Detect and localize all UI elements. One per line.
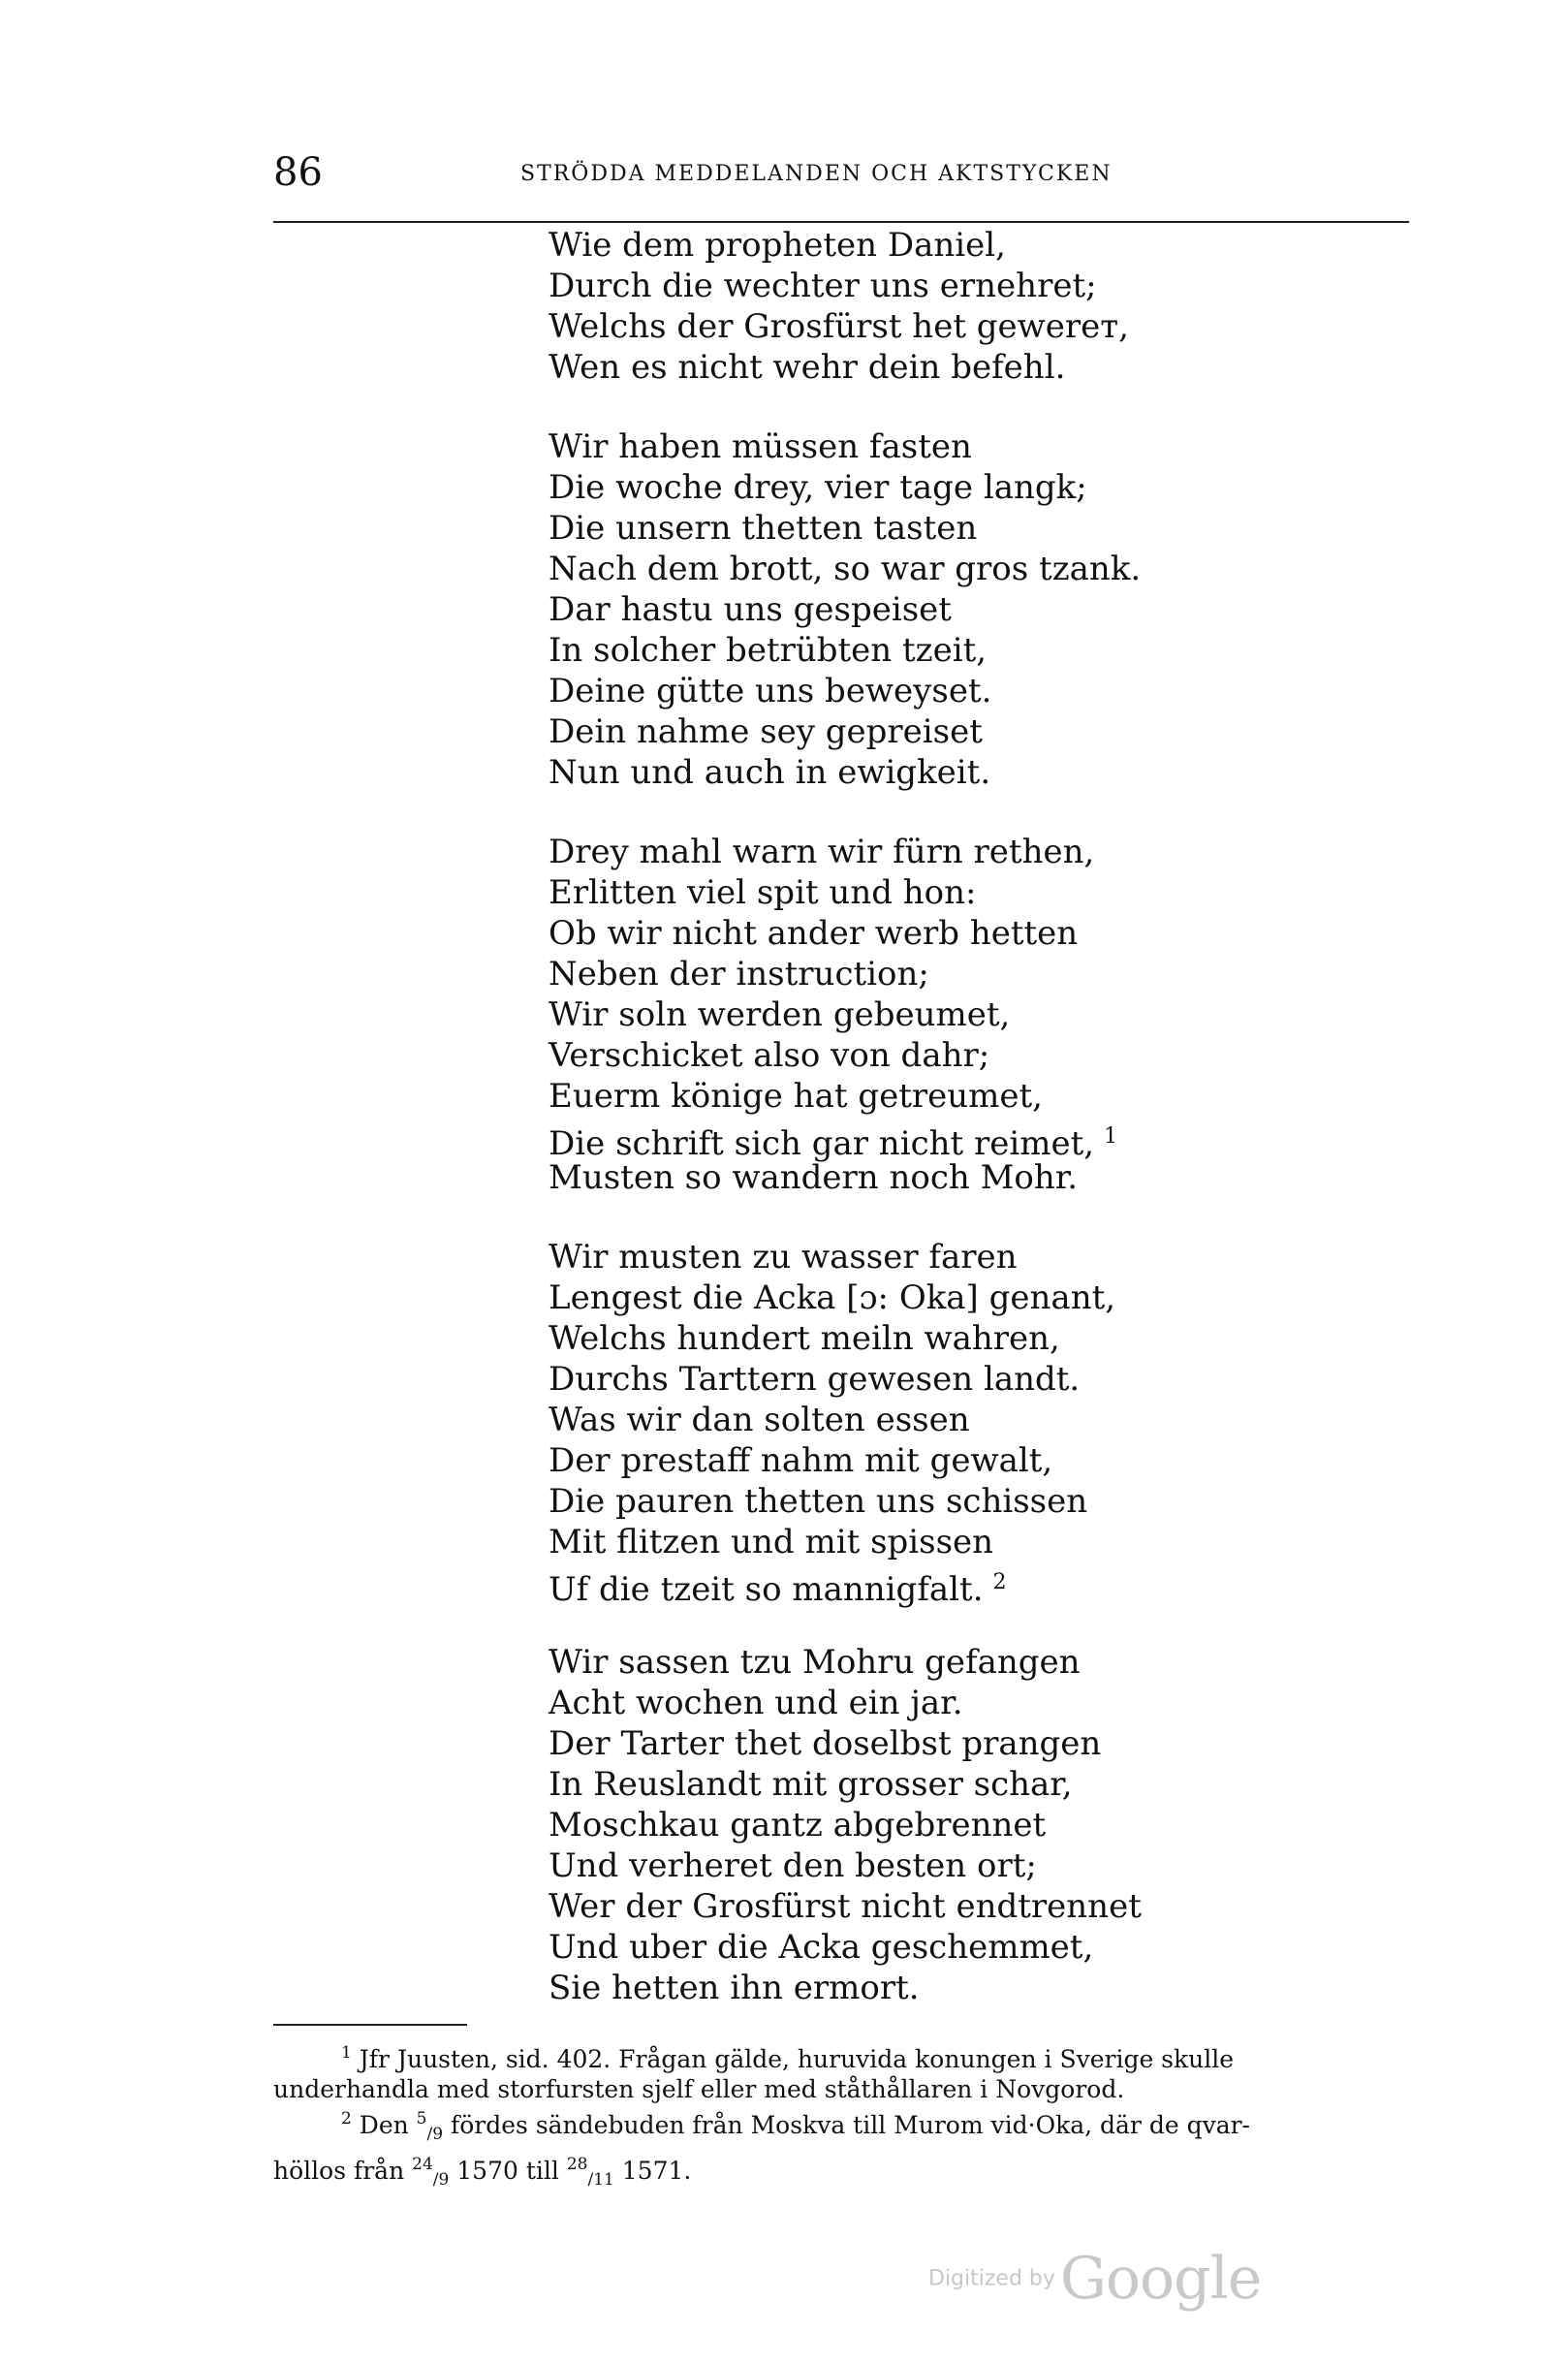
verse-line: Verschicket also von dahr; [549,1036,990,1075]
verse-line: Was wir dan solten essen [549,1401,970,1439]
verse-line: In solcher betrübten tzeit, [549,631,988,670]
stanza [549,426,1285,793]
verse-line: Nach dem brott, so war gros tzank. [549,550,1142,588]
stanza [549,832,1285,1198]
verse-line: Die unsern thetten tasten [549,509,978,548]
stanza [549,225,1285,388]
verse-line: Wie dem propheten Daniel, [549,226,1006,265]
verse-line: Der prestaff nahm mit gewalt, [549,1441,1053,1480]
footnote-1-line1: Jfr Juusten, sid. 402. Frågan gälde, huruvida konungen i Sverige skulle [359,2045,1235,2073]
digitized-watermark [928,2245,1261,2322]
verse-line: Musten so wandern noch Mohr. [549,1158,1079,1197]
stanza [549,1237,1285,1609]
verse-line: Sie hetten ihn ermort. [549,1969,920,2007]
verse-line: Dar hastu uns gespeiset [549,590,952,629]
fn2-date3-den: /11 [587,2170,614,2190]
verse-text: Uf die tzeit so mannigfalt. [549,1570,984,1609]
verse-line: Erlitten viel spit und hon: [549,873,977,912]
verse-line: Dein nahme sey gepreiset [549,712,983,751]
verse-line: Wir sassen tzu Mohru gefangen [549,1643,1081,1682]
verse-line: Durch die wechter uns ernehret; [549,267,1097,305]
verse-line: Und verheret den besten ort; [549,1846,1037,1885]
fn2-text-c: höllos från [273,2157,413,2185]
verse-line: Nun und auch in ewigkeit. [549,753,991,792]
verse-line: Welchs hundert meiln wahren, [549,1319,1060,1358]
verse-line: Durchs Tarttern gewesen landt. [549,1360,1081,1399]
running-title: STRÖDDA MEDDELANDEN OCH AKTSTYCKEN [520,162,1113,186]
footnote-mark: 1 [1104,1124,1118,1149]
verse-line: Wer der Grosfürst nicht endtrennet [549,1887,1142,1926]
verse-line: Euerm könige hat getreumet, [549,1077,1043,1116]
page-header [273,150,1407,195]
verse-line: Drey mahl warn wir fürn rethen, [549,833,1095,871]
verse-line: Ob wir nicht ander werb hetten [549,914,1079,953]
verse-line: Die pauren thetten uns schissen [549,1482,1088,1521]
footnote-2-mark: 2 [341,2109,352,2128]
header-rule [273,221,1409,223]
footnotes [273,2038,1412,2195]
fn2-text-f: 1571. [613,2157,692,2185]
verse-line: Wir haben müssen fasten [549,427,972,466]
verse-line: Moschkau gantz abgebrennet [549,1806,1047,1845]
verse-line: Wen es nicht wehr dein befehl. [549,348,1066,387]
fn2-text-b: fördes sändebuden från Moskva till Murom vid·Oka, där de qvar- [443,2111,1250,2139]
footnote-mark: 2 [992,1570,1007,1594]
verse-line: Wir soln werden gebeumet, [549,995,1011,1034]
footnote-1 [273,2038,1412,2074]
verse-line: In Reuslandt mit grosser schar, [549,1765,1073,1804]
verse-line: Neben der instruction; [549,955,929,993]
fn2-date1-num: 5 [416,2109,427,2128]
footnote-rule [273,2024,467,2026]
verse-text: Die schrift sich gar nicht reimet, [549,1124,1095,1163]
google-logo: Google [1060,2245,1262,2313]
footnote-2 [273,2104,1412,2150]
verse-line: Deine gütte uns beweyset. [549,672,992,710]
poem [549,225,1285,2047]
verse-line: Wir musten zu wasser faren [549,1238,1018,1277]
verse-line: Und uber die Acka geschemmet, [549,1928,1094,1967]
stanza [549,1642,1285,2008]
fn2-text-a: Den [359,2111,417,2139]
verse-line [549,1562,1285,1609]
page-number: 86 [273,150,323,195]
fn2-text-e: 1570 till [449,2157,567,2185]
verse-line: Lengest die Acka [ɔ: Oka] genant, [549,1278,1116,1317]
fn2-date3-num: 28 [566,2155,588,2174]
verse-line: Die woche drey, vier tage langk; [549,468,1087,507]
verse-line: Der Tarter thet doselbst prangen [549,1724,1102,1763]
verse-line [549,1117,1285,1163]
fn2-date2-den: /9 [432,2170,450,2190]
verse-line: Mit flitzen und mit spissen [549,1523,994,1561]
footnote-1-cont: underhandla med storfursten sjelf eller med ståthållaren i Novgorod. [273,2075,1125,2103]
footnote-2-cont [273,2150,1412,2195]
fn2-date1-den: /9 [426,2125,444,2144]
verse-line: Acht wochen und ein jar. [549,1684,963,1722]
fn2-date2-num: 24 [412,2155,433,2174]
footnote-1-mark: 1 [341,2043,352,2063]
verse-line: Welchs der Grosfürst het gewerет, [549,307,1129,346]
digitized-by-text: Digitized by [928,2266,1055,2291]
